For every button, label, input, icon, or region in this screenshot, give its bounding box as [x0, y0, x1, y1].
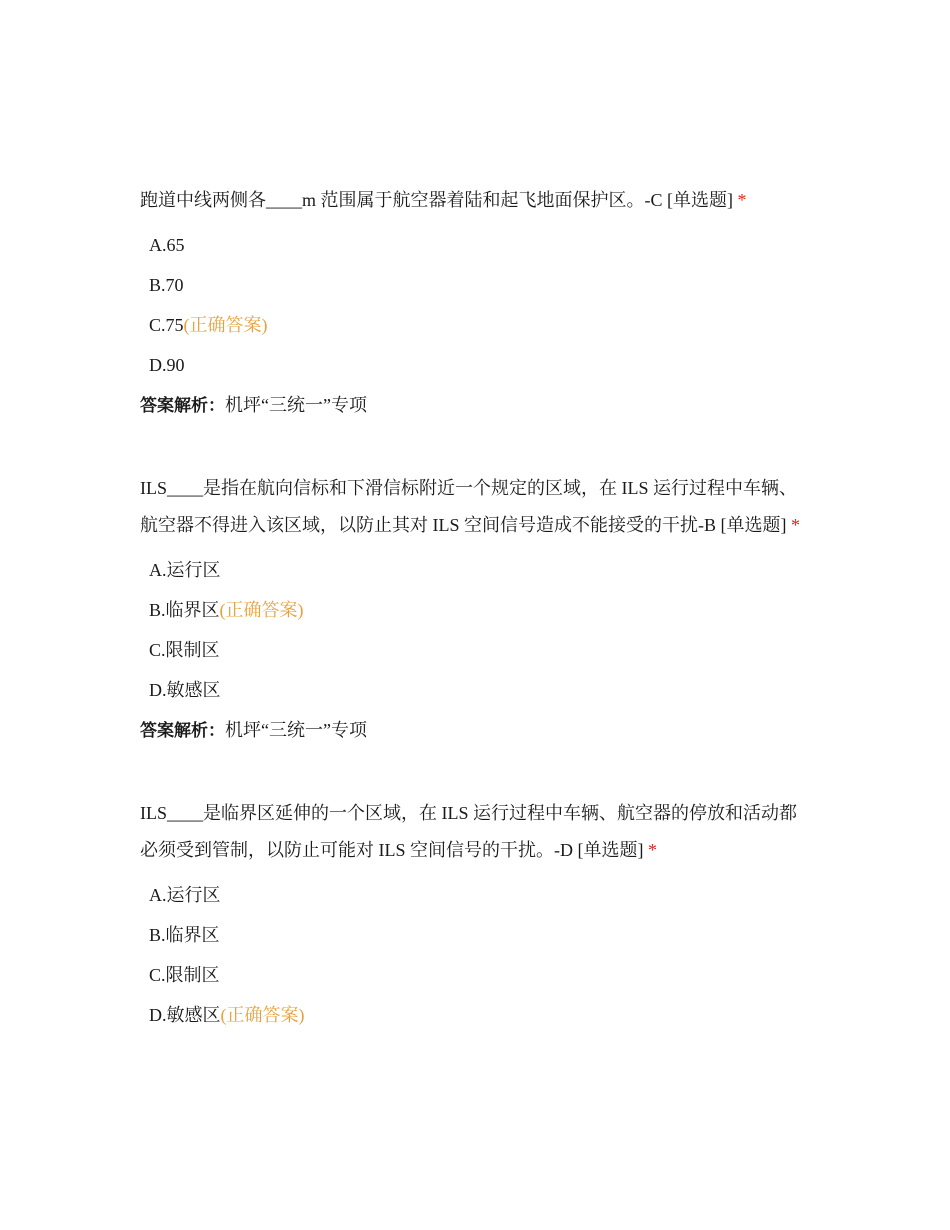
option-text: C.限制区 [149, 640, 220, 660]
question-1 [140, 182, 810, 426]
option-text: D.90 [149, 355, 185, 375]
option-text: A.运行区 [149, 560, 221, 580]
analysis-label: 答案解析： [140, 721, 225, 741]
option-text: D.敏感区 [149, 680, 221, 700]
option-text: D.敏感区 [149, 1005, 221, 1025]
required-mark: * [791, 515, 800, 535]
question-text: ILS____是指在航向信标和下滑信标附近一个规定的区域，在 ILS 运行过程中车辆、航空器不得进入该区域，以防止其对 ILS 空间信号造成不能接受的干扰-B [单选题] [140, 478, 797, 535]
option-text: B.临界区 [149, 925, 220, 945]
analysis-label: 答案解析： [140, 396, 225, 416]
option-text: C.限制区 [149, 965, 220, 985]
option-list [140, 225, 810, 385]
question-stem [140, 795, 810, 869]
option-list [140, 875, 810, 1035]
option-a [140, 550, 810, 590]
question-stem [140, 470, 810, 544]
question-2 [140, 470, 810, 751]
option-text: B.临界区 [149, 600, 220, 620]
option-c [140, 630, 810, 670]
correct-answer-tag: (正确答案) [219, 600, 304, 620]
option-c [140, 305, 810, 345]
option-b [140, 915, 810, 955]
correct-answer-tag: (正确答案) [183, 315, 268, 335]
option-b [140, 265, 810, 305]
required-mark: * [737, 190, 747, 210]
option-b [140, 590, 810, 630]
document-page [140, 182, 810, 1035]
option-d [140, 995, 810, 1035]
option-d [140, 345, 810, 385]
required-mark: * [647, 840, 657, 860]
option-a [140, 225, 810, 265]
analysis-text: 机坪“三统一”专项 [225, 720, 367, 740]
question-3 [140, 795, 810, 1035]
option-a [140, 875, 810, 915]
analysis-text: 机坪“三统一”专项 [225, 395, 367, 415]
question-text: 跑道中线两侧各____m 范围属于航空器着陆和起飞地面保护区。-C [单选题] [140, 190, 733, 210]
question-stem [140, 182, 810, 219]
answer-analysis [140, 710, 810, 751]
option-c [140, 955, 810, 995]
answer-analysis [140, 385, 810, 426]
option-text: B.70 [149, 275, 184, 295]
correct-answer-tag: (正确答案) [220, 1005, 305, 1025]
option-text: C.75 [149, 315, 184, 335]
option-list [140, 550, 810, 710]
option-d [140, 670, 810, 710]
question-text: ILS____是临界区延伸的一个区域，在 ILS 运行过程中车辆、航空器的停放和活动都必须受到管制，以防止可能对 ILS 空间信号的干扰。-D [单选题] [140, 803, 797, 860]
option-text: A.65 [149, 235, 185, 255]
option-text: A.运行区 [149, 885, 221, 905]
